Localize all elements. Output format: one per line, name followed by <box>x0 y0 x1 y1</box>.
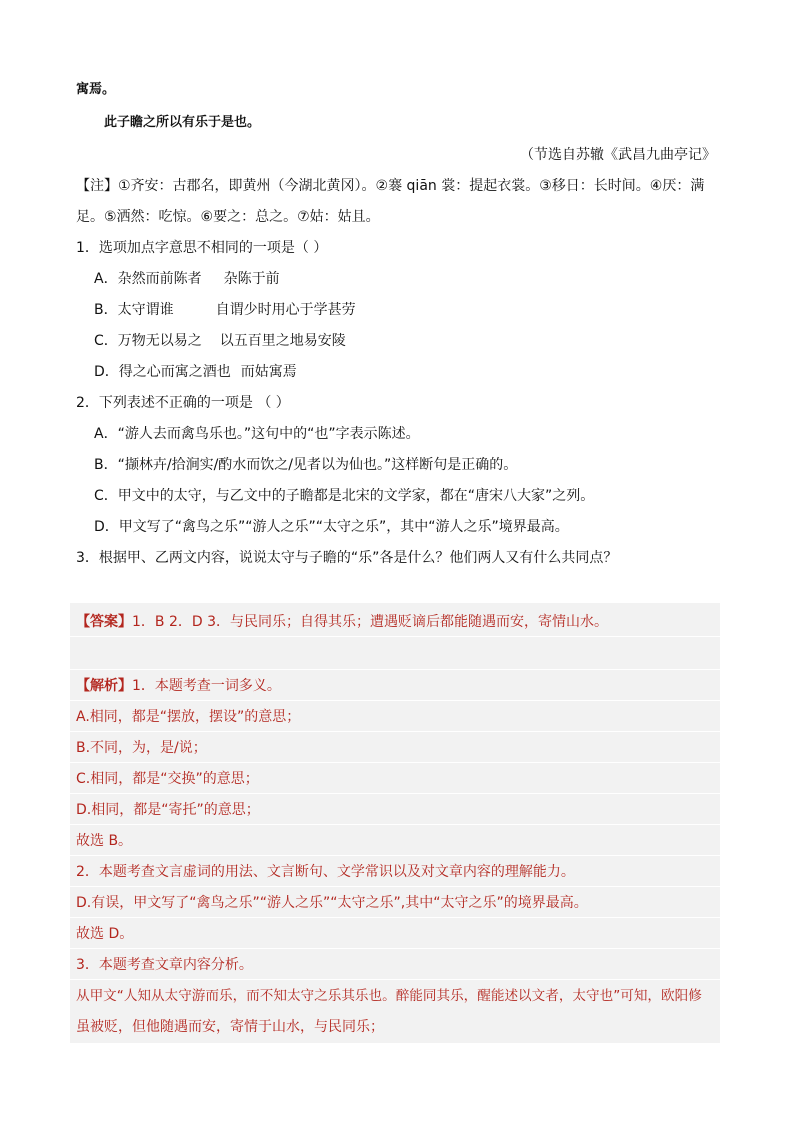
question-1-option-c <box>94 331 346 351</box>
row-divider <box>70 855 720 856</box>
question-3-stem: 3．根据甲、乙两文内容，说说太守与子瞻的“乐”各是什么？他们两人又有什么共同点？ <box>76 550 618 566</box>
analysis-line-11: 从甲文“人知从太守游而乐，而不知太守之乐其乐也。醉能同其乐，醒能述以文者，太守也”可知，欧阳修 <box>76 988 702 1004</box>
option-left: 得之心而寓之酒也 <box>118 364 231 380</box>
analysis-text: 1．本题考查一词多义。 <box>132 678 281 694</box>
analysis-line-8: D.有误，甲文写了“禽鸟之乐”“游人之乐”“太守之乐”,其中“太守之乐”的境界最高。 <box>76 895 588 911</box>
question-1-option-a <box>94 269 280 289</box>
option-letter: A． <box>94 271 118 287</box>
analysis-line-3: B.不同，为，是/说； <box>76 740 207 756</box>
question-2-stem: 2．下列表述不正确的一项是 （ ） <box>76 395 290 411</box>
row-divider <box>70 700 720 701</box>
answer-line <box>76 612 608 632</box>
option-right: 杂陈于前 <box>223 271 280 287</box>
row-divider <box>70 762 720 763</box>
analysis-line-9: 故选 D。 <box>76 926 134 942</box>
analysis-line-5: D.相同，都是“寄托”的意思； <box>76 802 260 818</box>
row-divider <box>70 824 720 825</box>
row-divider <box>70 886 720 887</box>
question-1-stem: 1．选项加点字意思不相同的一项是（ ） <box>76 240 328 256</box>
question-1-option-d <box>94 362 297 382</box>
answer-text: 1．B 2．D 3．与民同乐；自得其乐；遭遇贬谪后都能随遇而安，寄情山水。 <box>132 614 609 630</box>
option-left: 杂然而前陈者 <box>117 271 202 287</box>
option-letter: C． <box>94 333 118 349</box>
analysis-tag: 【解析】 <box>76 678 132 694</box>
row-divider <box>70 669 720 670</box>
row-divider <box>70 979 720 980</box>
row-divider <box>70 731 720 732</box>
question-1-option-b <box>94 300 356 320</box>
analysis-line-7: 2．本题考查文言虚词的用法、文言断句、文学常识以及对文章内容的理解能力。 <box>76 864 575 880</box>
option-right: 自谓少时用心于学甚劳 <box>215 302 356 318</box>
option-right: 而姑寓焉 <box>240 364 297 380</box>
passage-source: （节选自苏辙《武昌九曲亭记》 <box>520 147 716 163</box>
analysis-line-6: 故选 B。 <box>76 833 133 849</box>
question-2-option-d: D．甲文写了“禽鸟之乐”“游人之乐”“太守之乐”，其中“游人之乐”境界最高。 <box>94 519 569 535</box>
option-letter: B． <box>94 302 118 318</box>
row-divider <box>70 948 720 949</box>
analysis-line-2: A.相同，都是“摆放，摆设”的意思； <box>76 709 301 725</box>
option-right: 以五百里之地易安陵 <box>219 333 346 349</box>
notes-line-2: 足。⑤洒然：吃惊。⑥要之：总之。⑦姑：姑且。 <box>76 209 380 225</box>
answer-tag: 【答案】 <box>76 614 132 630</box>
passage-line-1: 寓焉。 <box>76 82 116 97</box>
row-divider <box>70 917 720 918</box>
notes-line-1: 【注】①齐安：古郡名，即黄州（今湖北黄冈）。②褰 qiān 裳：提起衣裳。③移日：长时间。④厌：满 <box>76 178 705 194</box>
question-2-option-b: B．“撷林卉/拾涧实/酌水而饮之/见者以为仙也。”这样断句是正确的。 <box>94 457 518 473</box>
passage-line-2: 此子瞻之所以有乐于是也。 <box>104 115 261 130</box>
analysis-line-4: C.相同，都是“交换”的意思； <box>76 771 259 787</box>
option-letter: D． <box>94 364 119 380</box>
row-divider <box>70 793 720 794</box>
row-divider <box>70 636 720 637</box>
question-2-option-c: C．甲文中的太守，与乙文中的子瞻都是北宋的文学家，都在“唐宋八大家”之列。 <box>94 488 595 504</box>
option-left: 太守谓谁 <box>117 302 174 318</box>
analysis-line-1 <box>76 676 281 696</box>
analysis-line-12: 虽被贬，但他随遇而安，寄情于山水，与民同乐； <box>76 1019 384 1035</box>
question-2-option-a: A．“游人去而禽鸟乐也。”这句中的“也”字表示陈述。 <box>94 426 420 442</box>
option-left: 万物无以易之 <box>117 333 202 349</box>
analysis-line-10: 3．本题考查文章内容分析。 <box>76 957 253 973</box>
